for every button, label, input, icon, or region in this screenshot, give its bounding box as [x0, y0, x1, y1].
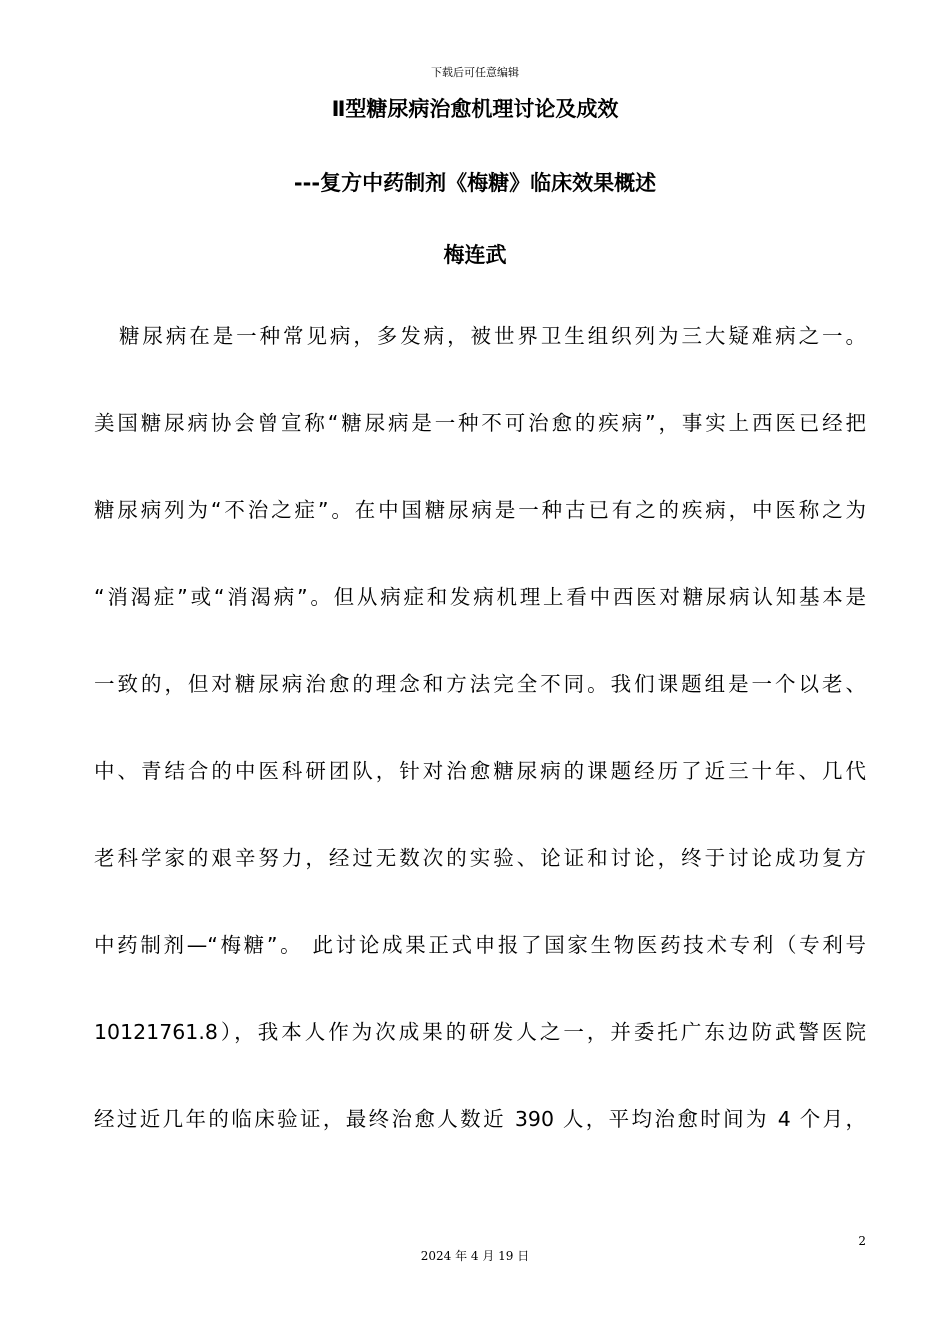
body-line: 糖尿病在是一种常见病，多发病，被世界卫生组织列为三大疑难病之一。 [119, 324, 866, 348]
document-subtitle: ---复方中药制剂《梅糖》临床效果概述 [293, 171, 657, 195]
body-paragraph [94, 316, 866, 1186]
body-line: 经过近几年的临床验证，最终治愈人数近 390 人，平均治愈时间为 4 个月， [94, 1107, 866, 1131]
body-line: 中药制剂—“梅糖”。 此讨论成果正式申报了国家生物医药技术专利（专利号 [94, 933, 866, 957]
body-line: 老科学家的艰辛努力，经过无数次的实验、论证和讨论，终于讨论成功复方 [94, 846, 866, 870]
body-line: 中、青结合的中医科研团队，针对治愈糖尿病的课题经历了近三十年、几代 [94, 759, 866, 783]
page-number: 2 [858, 1234, 866, 1248]
body-line: 美国糖尿病协会曾宣称“糖尿病是一种不可治愈的疾病”，事实上西医已经把 [94, 411, 866, 435]
page-header-note: 下载后可任意编辑 [431, 66, 519, 79]
body-line: 糖尿病列为“不治之症”。在中国糖尿病是一种古已有之的疾病，中医称之为 [94, 498, 866, 522]
body-line: 10121761.8），我本人作为次成果的研发人之一，并委托广东边防武警医院 [94, 1020, 866, 1044]
body-line: “消渴症”或“消渴病”。但从病症和发病机理上看中西医对糖尿病认知基本是 [94, 585, 866, 609]
body-line: 一致的，但对糖尿病治愈的理念和方法完全不同。我们课题组是一个以老、 [94, 672, 866, 696]
document-title: Ⅱ型糖尿病治愈机理讨论及成效 [331, 97, 619, 121]
document-author: 梅连武 [443, 243, 507, 267]
page-footer-date: 2024 年 4 月 19 日 [420, 1249, 530, 1263]
